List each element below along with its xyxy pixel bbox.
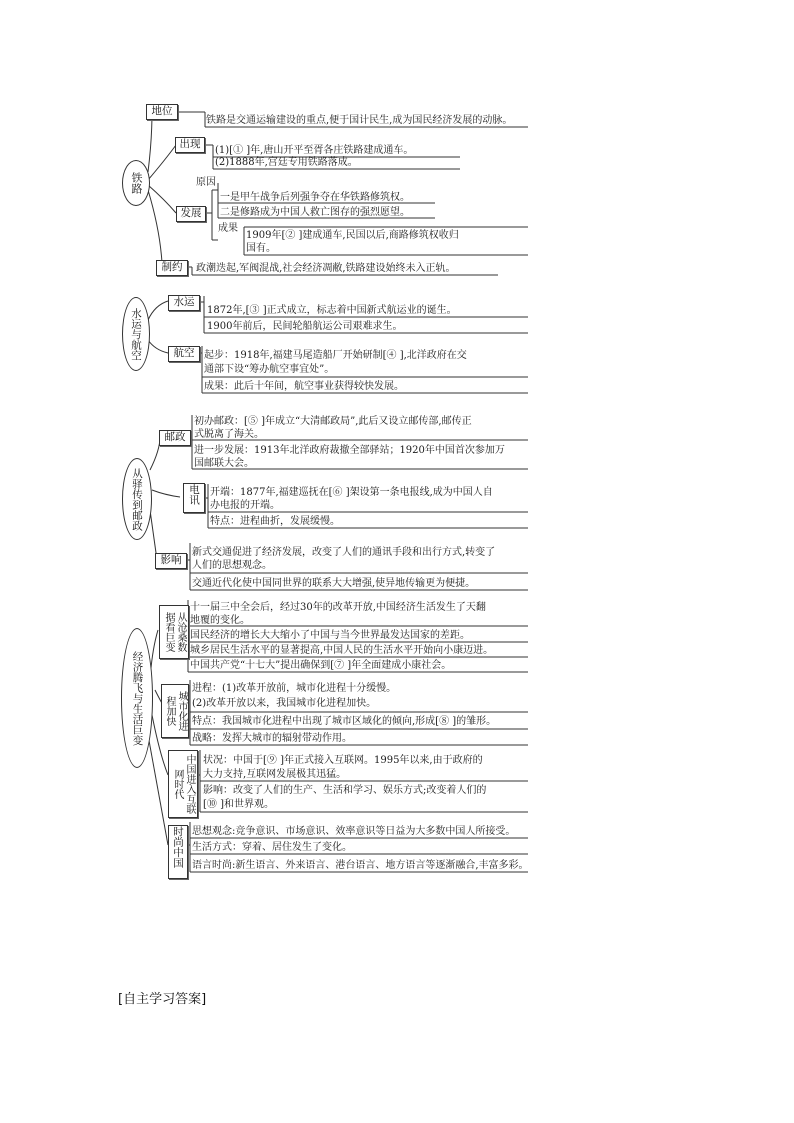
chengshi-item-4: 战略：发挥大城市的辐射带动作用。 <box>192 733 352 744</box>
fazhan-label: 发展 <box>180 207 202 219</box>
yuanyin-label: 原因 <box>196 177 216 188</box>
youzheng-item-4: 国邮联大会。 <box>194 458 254 469</box>
hangkong-label: 航空 <box>173 347 195 359</box>
shuiyun-item-1: 1872年,[③ ]正式成立，标志着中国新式航运业的诞生。 <box>207 305 457 316</box>
yuanyin-item-2: 二是修路成为中国人救亡图存的强烈愿望。 <box>220 207 410 218</box>
chengguo-item-1: 1909年[② ]建成通车,民国以后,商路修筑权收归 <box>246 230 459 241</box>
canghai-item-1: 十一届三中全会后，经过30年的改革开放,中国经济生活发生了天翻 <box>190 602 486 613</box>
zhiyue-text: 政潮迭起,军阀混战,社会经济凋敝,铁路建设始终未入正轨。 <box>196 263 456 274</box>
shishang-label: 时尚中国 <box>172 826 184 868</box>
hangkong-item-2: 通部下设“筹办航空事宜处”。 <box>204 364 335 375</box>
youzheng-item-2: 式脱离了海关。 <box>194 429 264 440</box>
shishang-label-box <box>168 825 188 879</box>
diwei-label: 地位 <box>151 105 173 117</box>
hangkong-item-1: 起步：1918年,福建马尾造船厂开始研制[④ ],北洋政府在交 <box>204 350 467 361</box>
dianxun-label: 电讯 <box>188 484 200 505</box>
shuiyun-label: 水运 <box>173 296 195 308</box>
life-center-node <box>121 628 153 768</box>
yingxiang-item-3: 交通近代化使中国同世界的联系大大增强,使异地传输更为便捷。 <box>192 578 476 589</box>
youzheng-item-1: 初办邮政：[⑤ ]年成立“大清邮政局”,此后又设立邮传部,邮传正 <box>194 416 472 427</box>
chuxian-item-1: (1)[① ]年,唐山开平至胥各庄铁路建成通车。 <box>215 145 414 156</box>
post-center-label: 从驿传到邮政 <box>131 467 143 531</box>
canghai-label-box <box>159 605 189 659</box>
hulian-item-1: 状况：中国于[⑨ ]年正式接入互联网。1995年以来,由于政府的 <box>203 755 483 766</box>
hulian-item-4: [⑩ ]和世界观。 <box>203 799 274 810</box>
self-study-answers-heading: [自主学习答案] <box>118 992 207 1007</box>
chengshi-label-box <box>161 684 189 738</box>
canghai-item-2: 地覆的变化。 <box>190 615 250 626</box>
canghai-item-3: 国民经济的增长大大缩小了中国与当今世界最发达国家的差距。 <box>190 630 470 641</box>
hulian-item-3: 影响：改变了人们的生产、生活和学习、娱乐方式;改变着人们的 <box>203 785 487 796</box>
water-air-center-node <box>122 297 150 371</box>
diwei-label-box <box>146 104 178 120</box>
chuxian-label: 出现 <box>179 138 201 150</box>
shuiyun-label-box <box>168 295 200 311</box>
zhiyue-label: 制约 <box>161 261 183 273</box>
chengshi-item-2: (2)改革开放以来，我国城市化进程加快。 <box>192 698 377 709</box>
hulian-label-box <box>168 750 198 818</box>
chuxian-label-box <box>175 137 205 153</box>
post-center-node <box>122 458 152 540</box>
chengshi-label: 城市化进程加快 <box>164 691 187 731</box>
canghai-item-4: 城乡居民生活水平的显著提高,中国人民的生活水平开始向小康迈进。 <box>190 645 494 656</box>
shishang-item-2: 生活方式：穿着、居住发生了变化。 <box>192 842 352 853</box>
zhiyue-label-box <box>156 260 188 276</box>
yingxiang-label: 影响 <box>160 554 182 566</box>
chengshi-item-3: 特点：我国城市化进程中出现了城市区域化的倾向,形成[⑧ ]的雏形。 <box>192 716 497 727</box>
life-center-label: 经济腾飞与生活巨变 <box>131 650 144 746</box>
water-air-center-label: 水运与航空 <box>130 307 142 361</box>
youzheng-label: 邮政 <box>164 431 186 443</box>
hulian-label: 中国进入互联网时代 <box>172 754 195 814</box>
shishang-item-1: 思想观念:竞争意识、市场意识、效率意识等日益为大多数中国人所接受。 <box>192 826 516 837</box>
shishang-item-3: 语言时尚:新生语言、外来语言、港台语言、地方语言等逐渐融合,丰富多彩。 <box>192 860 529 871</box>
yingxiang-label-box <box>155 553 187 569</box>
dianxun-item-2: 办电报的开端。 <box>210 500 280 511</box>
chengshi-item-1: 进程：(1)改革开放前，城市化进程十分缓慢。 <box>192 683 397 694</box>
youzheng-label-box <box>159 430 191 446</box>
diwei-text: 铁路是交通运输建设的重点,便于国计民生,成为国民经济发展的动脉。 <box>206 115 513 126</box>
shuiyun-item-2: 1900年前后，民间轮船航运公司艰难求生。 <box>207 321 403 332</box>
dianxun-item-3: 特点：进程曲折，发展缓慢。 <box>210 516 340 527</box>
hangkong-label-box <box>168 346 200 362</box>
canghai-item-5: 中国共产党“十七大”提出确保到[⑦ ]年全面建成小康社会。 <box>190 660 452 671</box>
hulian-item-2: 大力支持,互联网发展极其迅猛。 <box>203 769 347 780</box>
chengguo-label: 成果 <box>218 223 238 234</box>
chengguo-item-2: 国有。 <box>246 243 276 254</box>
youzheng-item-3: 进一步发展：1913年北洋政府裁撤全部驿站；1920年中国首次参加万 <box>194 445 505 456</box>
dianxun-label-box <box>183 483 205 513</box>
hangkong-item-3: 成果：此后十年间，航空事业获得较快发展。 <box>204 381 404 392</box>
chuxian-item-2: (2)1888年,宫廷专用铁路落成。 <box>215 157 358 168</box>
yingxiang-item-1: 新式交通促进了经济发展，改变了人们的通讯手段和出行方式,转变了 <box>192 547 496 558</box>
yingxiang-item-2: 人们的思想观念。 <box>192 560 272 571</box>
canghai-label: 从沧桑数据看巨变 <box>163 612 186 652</box>
fazhan-label-box <box>176 206 206 222</box>
railway-center-node <box>122 160 150 206</box>
yuanyin-item-1: 一是甲午战争后列强争夺在华铁路修筑权。 <box>220 192 410 203</box>
dianxun-item-1: 开端：1877年,福建巡抚在[⑥ ]架设第一条电报线,成为中国人自 <box>210 487 493 498</box>
railway-center-label: 铁路 <box>130 172 143 194</box>
